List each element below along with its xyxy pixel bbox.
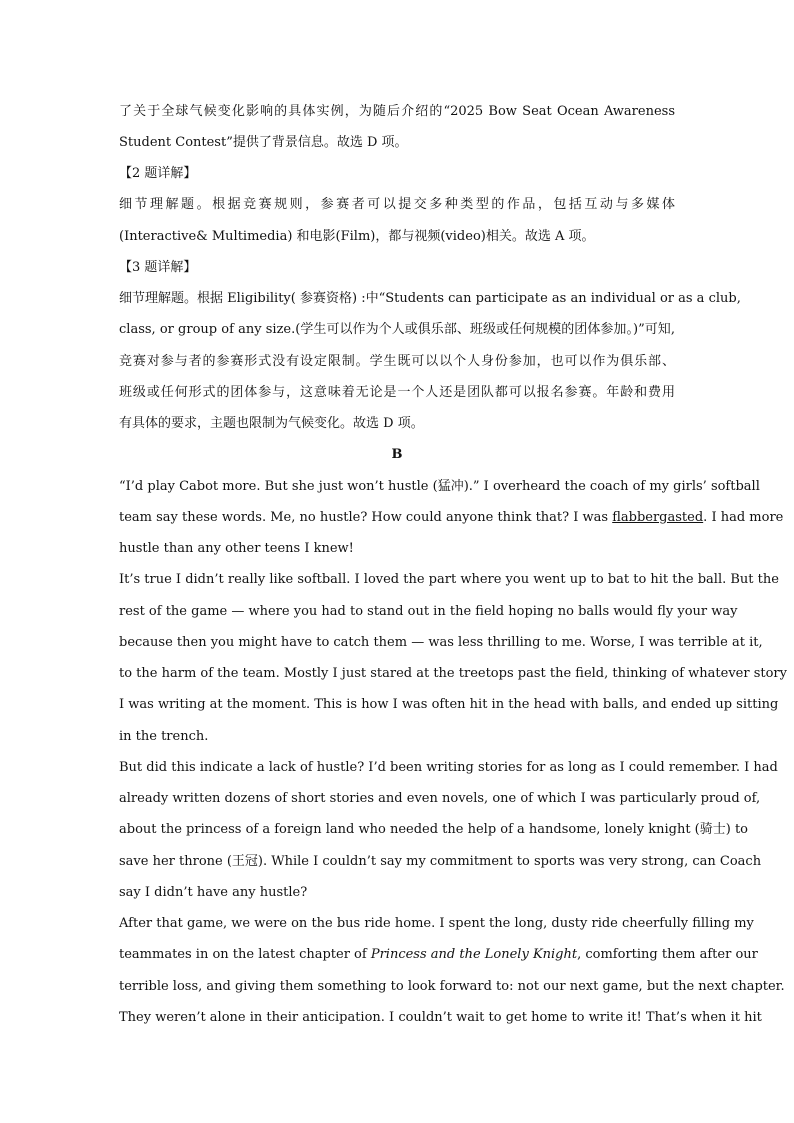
paragraph-line: After that game, we were on the bus ride home. I spent the long, dusty ride cheerfully filling my xyxy=(119,916,754,931)
paragraph-line: Student Contest”提供了背景信息。故选 D 项。 xyxy=(119,135,408,150)
paragraph-line: say I didn’t have any hustle? xyxy=(119,885,308,900)
paragraph-line: in the trench. xyxy=(119,729,209,744)
paragraph-line: 细节理解题。根据竞赛规则，参赛者可以提交多种类型的作品，包括互动与多媒体 xyxy=(119,197,675,212)
paragraph-line: It’s true I didn’t really like softball. I loved the part where you went up to bat to hit the ball. But the xyxy=(119,572,779,587)
paragraph-line: They weren’t alone in their anticipation. I couldn’t wait to get home to write it! That’s when it hit xyxy=(119,1010,762,1025)
paragraph-line: 有具体的要求，主题也限制为气候变化。故选 D 项。 xyxy=(119,416,424,431)
paragraph-line xyxy=(119,510,784,526)
paragraph-line: 了关于全球气候变化影响的具体实例，为随后介绍的“2025 Bow Seat Ocean Awareness xyxy=(119,104,675,119)
paragraph-line xyxy=(119,947,758,963)
paragraph-line: because then you might have to catch them — was less thrilling to me. Worse, I was terrible at it, xyxy=(119,635,763,650)
paragraph-line: already written dozens of short stories and even novels, one of which I was particularly proud of, xyxy=(119,791,761,806)
paragraph-line: (Interactive& Multimedia) 和电影(Film)，都与视频(video)相关。故选 A 项。 xyxy=(119,229,595,244)
section-heading: 【2 题详解】 xyxy=(119,166,197,181)
paragraph-line: hustle than any other teens I knew! xyxy=(119,541,354,556)
paragraph-line: 竞赛对参与者的参赛形式没有设定限制。学生既可以以个人身份参加，也可以作为俱乐部、 xyxy=(119,354,675,369)
book-title: Princess and the Lonely Knight xyxy=(370,947,578,962)
paragraph-line: “I’d play Cabot more. But she just won’t hustle (猛冲).” I overheard the coach of my girls’ softball xyxy=(119,479,760,494)
line-text: , comforting them after our xyxy=(577,947,758,962)
paragraph-line: 班级或任何形式的团体参与，这意味着无论是一个人还是团队都可以报名参赛。年龄和费用 xyxy=(119,385,675,400)
paragraph-line: class, or group of any size.(学生可以作为个人或俱乐部、班级或任何规模的团体参加。)”可知, xyxy=(119,322,675,337)
line-text: teammates in on the latest chapter of xyxy=(119,947,367,962)
paragraph-line: terrible loss, and giving them something to look forward to: not our next game, but the next chapter. xyxy=(119,979,785,994)
paragraph-line: 细节理解题。根据 Eligibility( 参赛资格) :中“Students can participate as an individual or as a club, xyxy=(119,291,741,306)
passage-title: B xyxy=(391,447,403,462)
paragraph-line: But did this indicate a lack of hustle? I’d been writing stories for as long as I could remember. I had xyxy=(119,760,778,775)
paragraph-line: rest of the game — where you had to stand out in the field hoping no balls would fly your way xyxy=(119,604,738,619)
section-heading: 【3 题详解】 xyxy=(119,260,197,275)
line-text: . xyxy=(703,510,708,525)
underlined-word: flabbergasted xyxy=(612,510,704,525)
paragraph-line: save her throne (王冠). While I couldn’t say my commitment to sports was very strong, can Coach xyxy=(119,854,762,869)
paragraph-line: about the princess of a foreign land who needed the help of a handsome, lonely knight (骑士) to xyxy=(119,822,748,837)
paragraph-line: to the harm of the team. Mostly I just stared at the treetops past the field, thinking of whatever story xyxy=(119,666,787,681)
line-text: I had more xyxy=(711,510,784,525)
line-text: team say these words. Me, no hustle? How could anyone think that? I was xyxy=(119,510,613,525)
paragraph-line: I was writing at the moment. This is how I was often hit in the head with balls, and ended up sitting xyxy=(119,697,779,712)
